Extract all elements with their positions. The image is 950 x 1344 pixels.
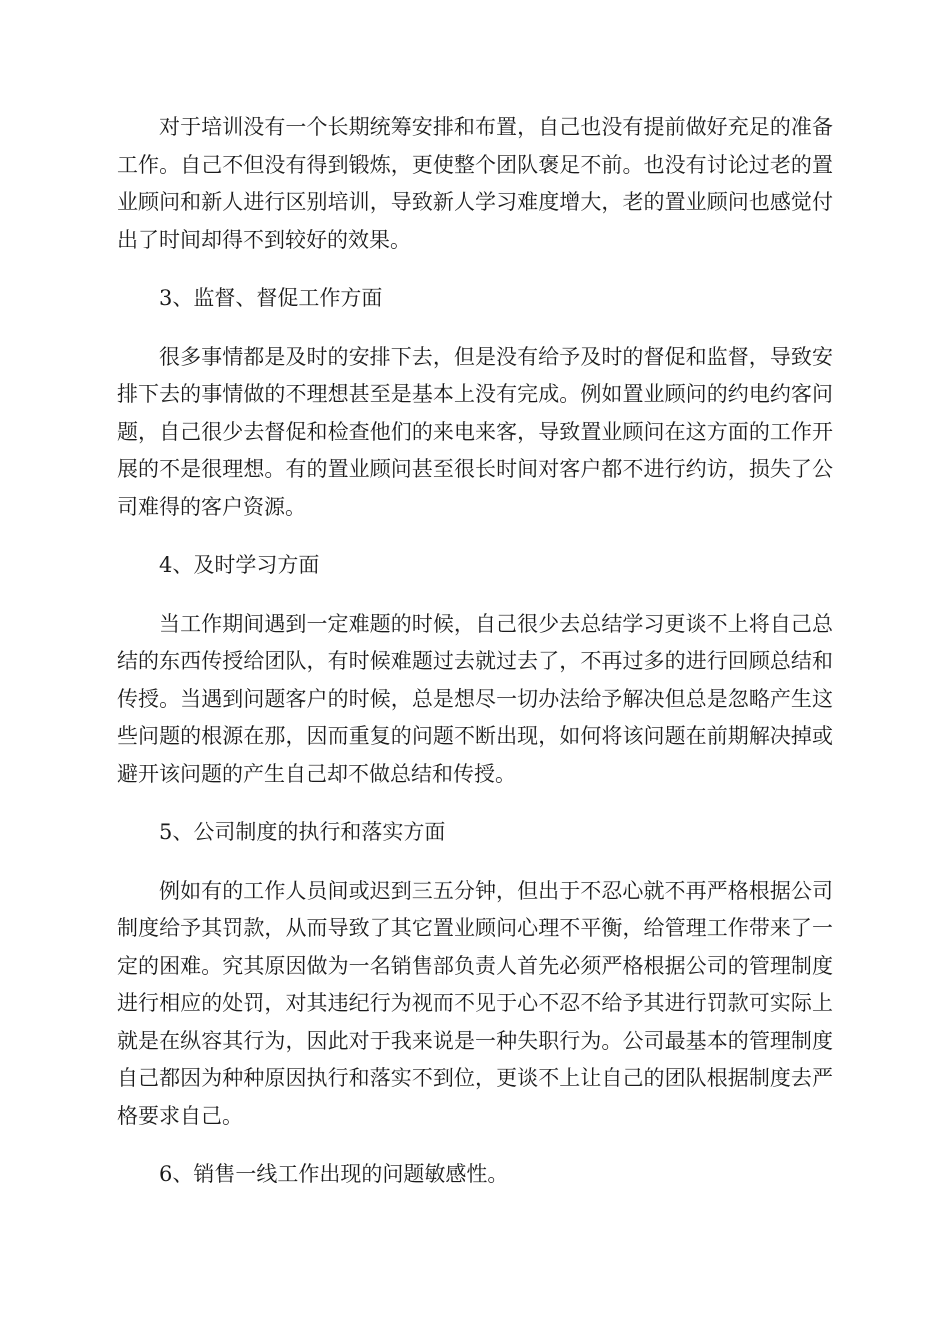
paragraph-training: 对于培训没有一个长期统筹安排和布置，自己也没有提前做好充足的准备工作。自己不但没有得到锻炼，更使整个团队褒足不前。也没有讨论过老的置业顾问和新人进行区别培训，导致新人学习难度增大，老的置业顾问也感觉付出了时间却得不到较好的效果。 (117, 115, 833, 252)
heading-frontline-sensitivity: 6、销售一线工作出现的问题敏感性。 (159, 1162, 509, 1186)
heading-timely-learning: 4、及时学习方面 (159, 553, 320, 577)
paragraph-supervision: 很多事情都是及时的安排下去，但是没有给予及时的督促和监督，导致安排下去的事情做的不理想甚至是基本上没有完成。例如置业顾问的约电约客问题，自己很少去督促和检查他们的来电来客，导致置业顾问在这方面的工作开展的不是很理想。有的置业顾问甚至很长时间对客户都不进行约访，损失了公司难得的客户资源。 (117, 344, 833, 519)
paragraph-timely-learning: 当工作期间遇到一定难题的时候，自己很少去总结学习更谈不上将自己总结的东西传授给团队，有时候难题过去就过去了，不再过多的进行回顾总结和传授。当遇到问题客户的时候，总是想尽一切办法给予解决但总是忽略产生这些问题的根源在那，因而重复的问题不断出现，如何将该问题在前期解决掉或避开该问题的产生自己却不做总结和传授。 (117, 611, 833, 786)
document-body (117, 109, 833, 1215)
paragraph-company-policy: 例如有的工作人员间或迟到三五分钟，但出于不忍心就不再严格根据公司制度给予其罚款，从而导致了其它置业顾问心理不平衡，给管理工作带来了一定的困难。究其原因做为一名销售部负责人首先必须严格根据公司的管理制度进行相应的处罚，对其违纪行为视而不见于心不忍不给予其进行罚款可实际上就是在纵容其行为，因此对于我来说是一种失职行为。公司最基本的管理制度自己都因为种种原因执行和落实不到位，更谈不上让自己的团队根据制度去严格要求自己。 (117, 878, 833, 1128)
heading-company-policy: 5、公司制度的执行和落实方面 (159, 820, 446, 844)
heading-supervision: 3、监督、督促工作方面 (159, 286, 383, 310)
